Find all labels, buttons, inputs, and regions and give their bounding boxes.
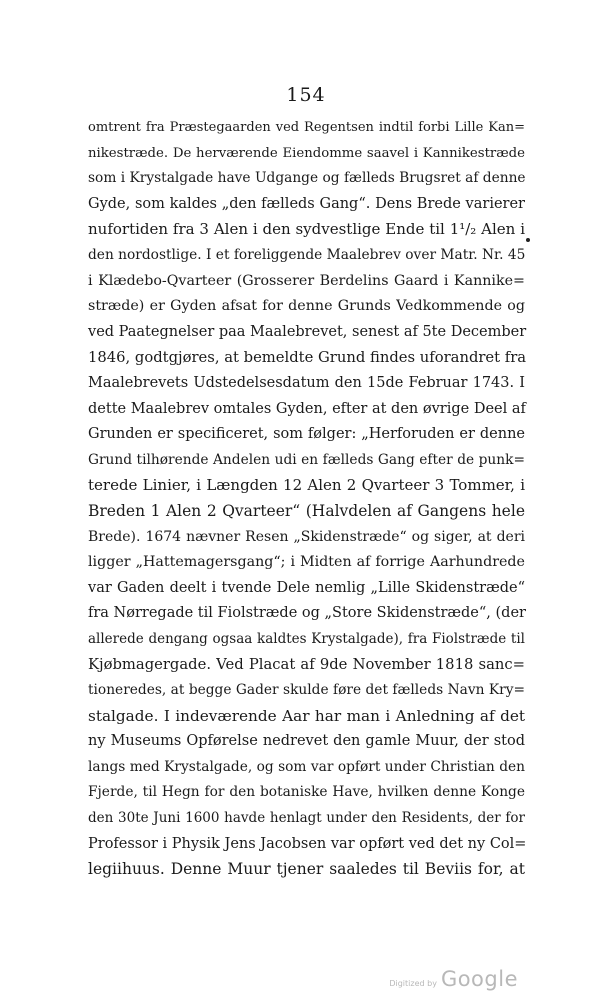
text-line: var Gaden deelt i tvende Dele nemlig „Lille Skidenstræde“	[88, 579, 525, 596]
digitization-watermark	[389, 967, 518, 991]
text-line: i Klædebo-Qvarteer (Grosserer Berdelins Gaard i Kannike=	[88, 272, 525, 289]
watermark-brand: Google	[440, 967, 518, 991]
text-line: Kjøbmagergade. Ved Placat af 9de November 1818 sanc=	[88, 656, 525, 674]
text-line: Maalebrevets Udstedelsesdatum den 15de Februar 1743. I	[88, 374, 525, 391]
text-line: Professor i Physik Jens Jacobsen var opført ved det ny Col=	[88, 835, 527, 852]
text-line: omtrent fra Præstegaarden ved Regentsen indtil forbi Lille Kan=	[88, 120, 525, 135]
text-line: ny Museums Opførelse nedrevet den gamle Muur, der stod	[88, 733, 525, 750]
text-line: den 30te Juni 1600 havde henlagt under den Residents, der for	[88, 810, 525, 827]
text-line: 1846, godtgjøres, at bemeldte Grund findes uforandret fra	[88, 349, 527, 367]
text-line: stalgade. I indeværende Aar har man i Anledning af det	[88, 706, 525, 725]
text-line: den nordostlige. I et foreliggende Maalebrev over Matr. Nr. 45	[88, 246, 526, 263]
ink-dot	[526, 238, 530, 242]
text-line: Brede). 1674 nævner Resen „Skidenstræde“ og siger, at deri	[88, 528, 525, 545]
text-line: Gyde, som kaldes „den fælleds Gang“. Dens Brede varierer	[88, 195, 525, 212]
text-line: legiihuus. Denne Muur tjener saaledes til Beviis for, at	[88, 860, 525, 879]
text-line: ved Paategnelser paa Maalebrevet, senest af 5te December	[88, 323, 527, 340]
body-text	[88, 115, 525, 883]
text-line: tioneredes, at begge Gader skulde føre det fælleds Navn Kry=	[88, 682, 525, 699]
text-line: dette Maalebrev omtales Gyden, efter at den øvrige Deel af	[88, 400, 526, 417]
text-line: stræde) er Gyden afsat for denne Grunds Vedkommende og	[88, 298, 525, 315]
text-line: Breden 1 Alen 2 Qvarteer“ (Halvdelen af Gangens hele	[88, 501, 525, 520]
text-line: nufortiden fra 3 Alen i den sydvestlige Ende til 1¹/₂ Alen i	[88, 220, 525, 239]
text-line: ligger „Hattemagersgang“; i Midten af forrige Aarhundrede	[88, 554, 525, 571]
text-line: langs med Krystalgade, og som var opført under Christian den	[88, 758, 525, 775]
text-line: fra Nørregade til Fiolstræde og „Store Skidenstræde“, (der	[88, 605, 526, 622]
page-number: 154	[286, 84, 326, 106]
text-line: terede Linier, i Længden 12 Alen 2 Qvarteer 3 Tommer, i	[88, 476, 525, 495]
text-line: Grund tilhørende Andelen udi en fælleds Gang efter de punk=	[88, 451, 525, 468]
text-line: nikestræde. De herværende Eiendomme saavel i Kannikestræde	[88, 145, 525, 161]
watermark-prefix: Digitized by	[389, 979, 437, 988]
text-line: Fjerde, til Hegn for den botaniske Have, hvilken denne Konge	[88, 784, 525, 801]
text-line: allerede dengang ogsaa kaldtes Krystalgade), fra Fiolstræde til	[88, 630, 525, 647]
text-line: Grunden er specificeret, som følger: „Herforuden er denne	[88, 426, 525, 443]
text-line: som i Krystalgade have Udgange og fælleds Brugsret af denne	[88, 170, 526, 187]
